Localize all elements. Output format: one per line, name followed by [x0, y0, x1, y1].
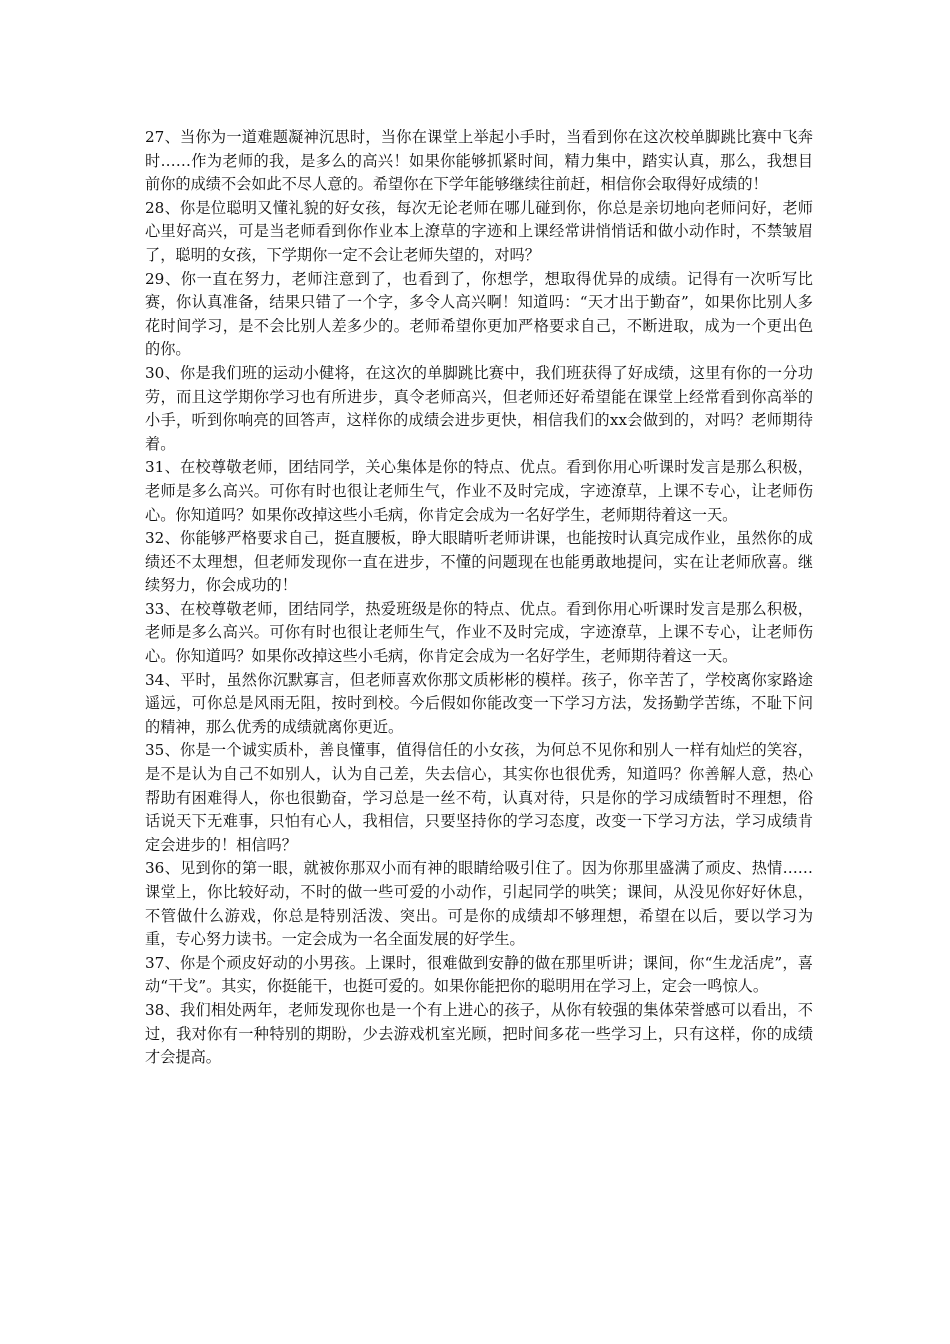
paragraph-30: 30、你是我们班的运动小健将，在这次的单脚跳比赛中，我们班获得了好成绩，这里有你的一分功劳，而且这学期你学习也有所进步，真令老师高兴，但老师还好希望能在课堂上经常看到你高举的小手，听到你响亮的回答声，这样你的成绩会进步更快，相信我们的xx会做到的，对吗？老师期待着。 — [145, 363, 813, 453]
paragraph-33: 33、在校尊敬老师，团结同学，热爱班级是你的特点、优点。看到你用心听课时发言是那么积极，老师是多么高兴。可你有时也很让老师生气，作业不及时完成，字迹潦草，上课不专心，让老师伤心。你知道吗？如果你改掉这些小毛病，你肯定会成为一名好学生，老师期待着这一天。 — [145, 599, 813, 666]
paragraph-27: 27、当你为一道难题凝神沉思时，当你在课堂上举起小手时，当看到你在这次校单脚跳比赛中飞奔时……作为老师的我，是多么的高兴！如果你能够抓紧时间，精力集中，踏实认真，那么，我想目前你的成绩不会如此不尽人意的。希望你在下学年能够继续往前赶，相信你会取得好成绩的！ — [145, 128, 813, 194]
paragraph-38: 38、我们相处两年，老师发现你也是一个有上进心的孩子，从你有较强的集体荣誉感可以看出，不过，我对你有一种特别的期盼，少去游戏机室光顾，把时间多花一些学习上，只有这样，你的成绩才会提高。 — [145, 1000, 813, 1067]
paragraph-28: 28、你是位聪明又懂礼貌的好女孩，每次无论老师在哪儿碰到你，你总是亲切地向老师问好，老师心里好高兴，可是当老师看到你作业本上潦草的字迹和上课经常讲悄悄话和做小动作时，不禁皱眉了，聪明的女孩，下学期你一定不会让老师失望的，对吗？ — [145, 198, 813, 264]
paragraph-35: 35、你是一个诚实质朴，善良懂事，值得信任的小女孩，为何总不见你和别人一样有灿烂的笑容，是不是认为自己不如别人，认为自己差，失去信心，其实你也很优秀，知道吗？你善解人意，热心帮助有困难得人，你也很勤奋，学习总是一丝不苟，认真对待，只是你的学习成绩暂时不理想，俗话说天下无难事，只怕有心人，我相信，只要坚持你的学习态度，改变一下学习方法，学习成绩肯定会进步的！相信吗？ — [145, 741, 813, 854]
paragraph-31: 31、在校尊敬老师，团结同学，关心集体是你的特点、优点。看到你用心听课时发言是那么积极，老师是多么高兴。可你有时也很让老师生气，作业不及时完成，字迹潦草，上课不专心，让老师伤心。你知道吗？如果你改掉这些小毛病，你肯定会成为一名好学生，老师期待着这一天。 — [145, 458, 813, 524]
paragraph-32: 32、你能够严格要求自己，挺直腰板，睁大眼睛听老师讲课，也能按时认真完成作业，虽然你的成绩还不太理想，但老师发现你一直在进步，不懂的问题现在也能勇敢地提问，实在让老师欣喜。继续努力，你会成功的！ — [145, 529, 813, 595]
paragraph-36: 36、见到你的第一眼，就被你那双小而有神的眼睛给吸引住了。因为你那里盛满了顽皮、热情……课堂上，你比较好动，不时的做一些可爱的小动作，引起同学的哄笑；课间，从没见你好好休息，不管做什么游戏，你总是特别活泼、突出。可是你的成绩却不够理想，希望在以后，要以学习为重，专心努力读书。一定会成为一名全面发展的好学生。 — [145, 859, 813, 949]
paragraph-37: 37、你是个顽皮好动的小男孩。上课时，很难做到安静的做在那里听讲；课间，你“生龙活虎”，喜动“干戈”。其实，你挺能干，也挺可爱的。如果你能把你的聪明用在学习上，定会一鸣惊人。 — [145, 953, 813, 996]
document-body — [145, 126, 813, 1070]
paragraph-29: 29、你一直在努力，老师注意到了，也看到了，你想学，想取得优异的成绩。记得有一次听写比赛，你认真准备，结果只错了一个字，多令人高兴啊！知道吗：“天才出于勤奋”，如果你比别人多花时间学习，是不会比别人差多少的。老师希望你更加严格要求自己，不断进取，成为一个更出色的你。 — [145, 269, 813, 359]
paragraph-34: 34、平时，虽然你沉默寡言，但老师喜欢你那文质彬彬的模样。孩子，你辛苦了，学校离你家路途遥远，可你总是风雨无阻，按时到校。今后假如你能改变一下学习方法，发扬勤学苦练，不耻下问的精神，那么优秀的成绩就离你更近。 — [145, 670, 813, 736]
